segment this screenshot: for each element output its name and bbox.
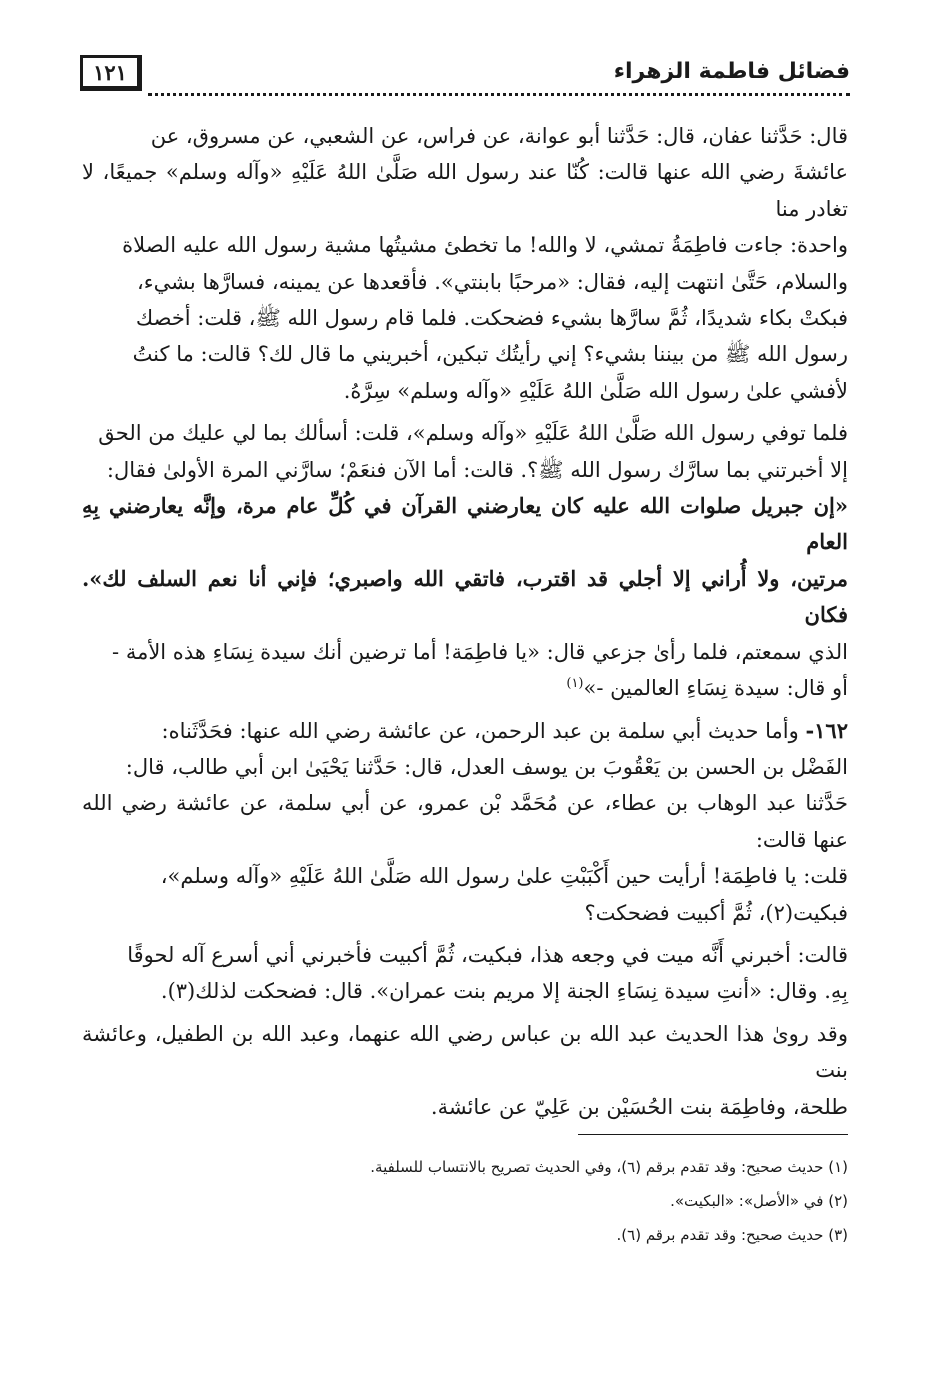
page-header	[80, 55, 850, 101]
page-number: ١٢١	[93, 59, 127, 85]
text-line: قالت: أخبرني أَنَّه ميت في وجعه هذا، فبكيت، ثُمَّ أكبيت فأخبرني أني أسرع آله لحوقًا	[127, 942, 848, 967]
text-line: الذي سمعتم، فلما رأىٰ جزعي قال: «يا فاطِمَة! أما ترضين أنك سيدة نِسَاءِ هذه الأمة -	[112, 639, 848, 664]
hadith-quote-line: «إن جبريل صلوات الله عليه كان يعارضني القرآن في كُلِّ عام مرة، وإنَّه يعارضني بِهِ العام	[82, 493, 848, 555]
text-line: طلحة، وفاطِمَة بنت الحُسَيْن بن عَلِيّ عن عائشة.	[430, 1094, 848, 1119]
text-line: رسول الله ﷺ من بيننا بشيء؟ إني رأيتُك تبكين، أخبريني ما قال لك؟ قالت: ما كنتُ	[132, 342, 848, 367]
footnotes	[82, 1150, 848, 1252]
text-line: وقد روىٰ هذا الحديث عبد الله بن عباس رضي الله عنهما، وعبد الله بن الطفيل، وعائشة بنت	[82, 1021, 848, 1083]
text-line: فلما توفي رسول الله صَلَّىٰ اللهُ عَلَيْهِ «وآله وسلم»، قلت: أسألك بما لي عليك من الحق	[98, 421, 848, 446]
page-number-box	[80, 55, 142, 91]
footnote-1: (١) حديث صحيح: وقد تقدم برقم (٦)، وفي الحديث تصريح بالانتساب للسلفية.	[370, 1158, 848, 1176]
paragraph-5	[82, 1016, 848, 1125]
text-line	[82, 713, 848, 749]
text-line: الفَضْل بن الحسن بن يَعْقُوبَ بن يوسف العدل، قال: حَدَّثنا يَحْيَىٰ ابن أبي طالب، قال:	[125, 754, 848, 779]
main-text	[82, 118, 848, 1131]
text-line: حَدَّثنا عبد الوهاب بن عطاء، عن مُحَمَّد بْن عمرو، عن أبي سلمة، عن عائشة رضي الله عنها قالت:	[82, 791, 848, 852]
paragraph-2	[82, 415, 848, 706]
paragraph-4	[82, 937, 848, 1010]
text-line: فبكيت(٢)، ثُمَّ أكبيت فضحكت؟	[584, 900, 848, 925]
book-title: فضائل فاطمة الزهراء	[613, 59, 850, 84]
footnote-2: (٢) في «الأصل»: «البكيت».	[670, 1192, 848, 1210]
header-dotted-rule	[148, 93, 850, 96]
paragraph-1	[82, 118, 848, 409]
text-line: قلت: يا فاطِمَة! أرأيت حين أَكْبَبْتِ علىٰ رسول الله صَلَّىٰ اللهُ عَلَيْهِ «وآله وسلم»،	[160, 864, 848, 889]
text-line: إلا أخبرتني بما سارَّك رسول الله ﷺ؟. قالت: أما الآن فنعَمْ؛ سارَّني المرة الأولىٰ فقال:	[106, 457, 848, 482]
text-line: والسلام، حَتَّىٰ انتهت إليه، فقال: «مرحبًا بابنتي». فأقعدها عن يمينه، فسارَّها بشيء،	[136, 269, 848, 294]
text-line	[82, 670, 848, 706]
paragraph-162	[82, 713, 848, 931]
text-line: لأفشي علىٰ رسول الله صَلَّىٰ اللهُ عَلَيْهِ «وآله وسلم» سِرَّهُ.	[343, 378, 848, 403]
text-line: فبكتْ بكاء شديدًا، ثُمَّ سارَّها بشيء فضحكت. فلما قام رسول الله ﷺ، قلت: أخصك	[135, 306, 848, 331]
hadith-quote-line: مرتين، ولا أُراني إلا أجلي قد اقترب، فاتقي الله واصبري؛ فإني أنا نعم السلف لك». فكان	[82, 565, 848, 628]
text-fragment: وأما حديث أبي سلمة بن عبد الرحمن، عن عائشة رضي الله عنها: فحَدَّثَناه:	[161, 718, 799, 743]
text-line: قال: حَدَّثنا عفان، قال: حَدَّثنا أبو عوانة، عن فراس، عن الشعبي، عن مسروق، عن	[150, 124, 848, 148]
footnote-ref: (١)	[566, 676, 584, 692]
footnote-divider	[578, 1134, 848, 1135]
text-line: واحدة: جاءت فاطِمَةُ تمشي، لا والله! ما تخطئ مشيتُها مشية رسول الله عليه الصلاة	[122, 233, 848, 258]
text-line: عائشةَ رضي الله عنها قالت: كُنّا عند رسول الله صَلَّىٰ اللهُ عَلَيْهِ «وآله وسلم» جميعًا، لا تغادر منا	[82, 160, 848, 221]
text-line: بِهِ. وقال: «أنتِ سيدة نِسَاءِ الجنة إلا مريم بنت عمران». قال: فضحكت لذلك(٣).	[160, 979, 848, 1004]
text-fragment: أو قال: سيدة نِسَاءِ العالمين -»	[583, 676, 848, 701]
footnote-3: (٣) حديث صحيح: وقد تقدم برقم (٦).	[616, 1226, 848, 1244]
hadith-number: ١٦٢-	[805, 717, 848, 743]
